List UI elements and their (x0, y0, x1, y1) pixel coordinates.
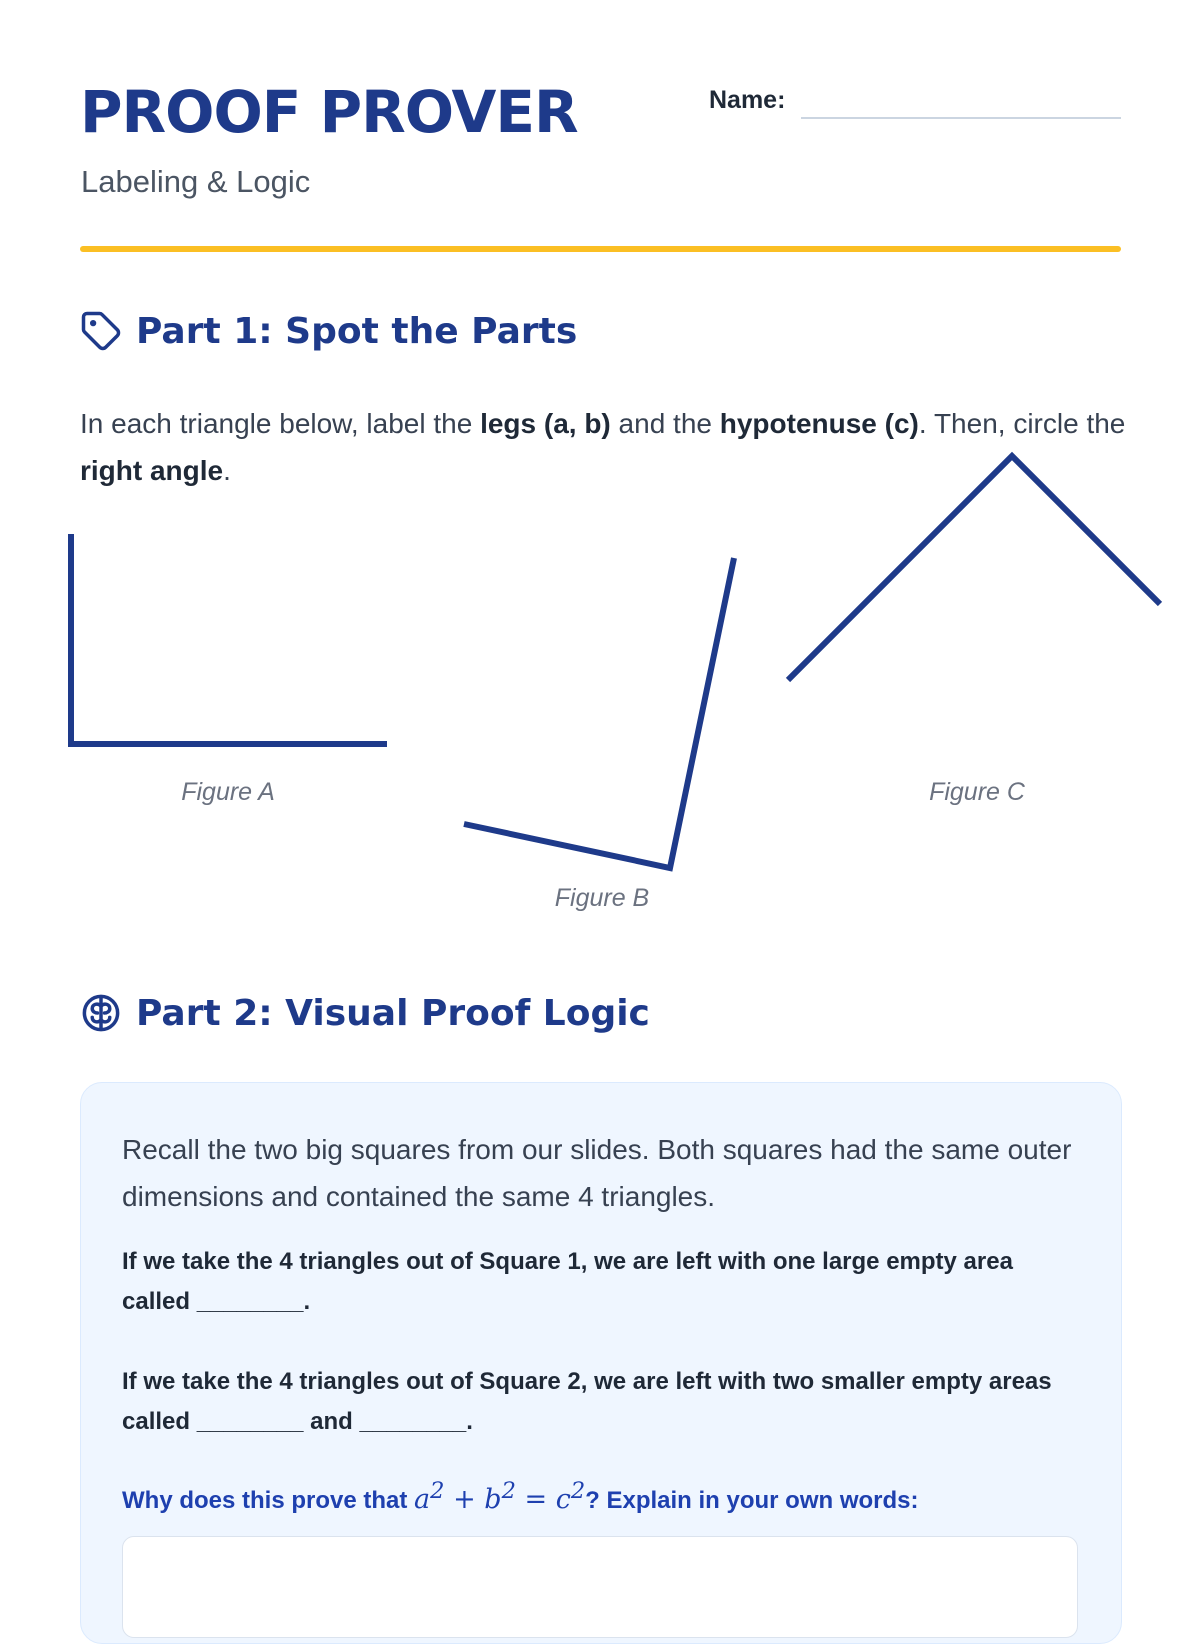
figure-c-label: Figure C (929, 778, 1025, 806)
figure-b-label: Figure B (554, 884, 650, 912)
proof-intro-text: Recall the two big squares from our slides. Both squares had the same outer dimensions and contained the same 4 triangles. (122, 1134, 1072, 1212)
part2-heading (80, 992, 650, 1034)
worksheet-title: PROOF PROVER (80, 78, 578, 146)
part2-heading-text: Part 2: Visual Proof Logic (136, 992, 650, 1034)
figure-a-label: Figure A (181, 778, 275, 806)
pythagorean-formula: $a^2 + b^2 = c^2$ (414, 1478, 586, 1515)
figure-a-triangle (71, 534, 387, 744)
explanation-answer-field[interactable] (122, 1536, 1078, 1638)
figure-c-triangle (788, 456, 1160, 680)
part1-heading-text: Part 1: Spot the Parts (136, 310, 578, 352)
figure-b-triangle (464, 558, 734, 868)
why-question: Why does this prove that $a^2 + b^2 = c^2$? Explain in your own words: (122, 1478, 919, 1515)
question-2: If we take the 4 triangles out of Square 2, we are left with two smaller empty areas called ________ and ________. (122, 1368, 1052, 1435)
brain-icon (80, 992, 122, 1034)
part1-instructions: In each triangle below, label the legs (a, b) and the hypotenuse (c). Then, circle the right angle. (80, 408, 1126, 486)
name-label: Name: (709, 86, 786, 114)
question-1: If we take the 4 triangles out of Square 1, we are left with one large empty area called ________. (122, 1248, 1013, 1315)
worksheet-subtitle: Labeling & Logic (81, 164, 311, 199)
